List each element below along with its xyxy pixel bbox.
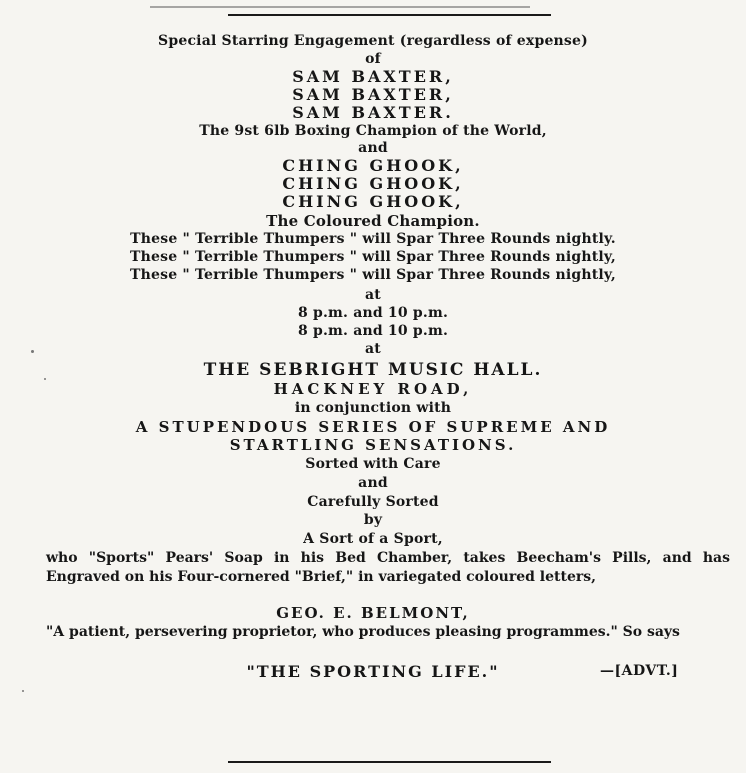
- carefully-sorted: Carefully Sorted: [307, 494, 439, 510]
- belmont-name: GEO. E. BELMONT,: [276, 604, 470, 622]
- sam-baxter-line-1: SAM BAXTER,: [292, 67, 454, 86]
- intro-line: Special Starring Engagement (regardless of expense): [158, 33, 588, 49]
- time-line-1: 8 p.m. and 10 p.m.: [297, 305, 449, 321]
- torn-top-edge: [150, 0, 530, 8]
- venue-road: HACKNEY ROAD,: [273, 380, 473, 398]
- ching-ghook-description: The Coloured Champion.: [266, 212, 480, 230]
- top-rule: [228, 14, 551, 16]
- print-speck: [31, 350, 34, 353]
- and-line-2: and: [358, 475, 388, 491]
- thumpers-line-3: These " Terrible Thumpers " will Spar Three Rounds nightly,: [130, 267, 616, 283]
- ching-ghook-line-1: CHING GHOOK,: [282, 156, 464, 175]
- sort-of-a-sport: A Sort of a Sport,: [303, 531, 443, 547]
- by-line: by: [363, 512, 383, 528]
- at-line-2: at: [365, 341, 381, 357]
- thumpers-line-2: These " Terrible Thumpers " will Spar Three Rounds nightly,: [130, 249, 616, 265]
- at-line-1: at: [365, 287, 381, 303]
- sporting-life-credit: "THE SPORTING LIFE.": [246, 662, 500, 681]
- series-line-1: A STUPENDOUS SERIES OF SUPREME AND: [135, 418, 611, 436]
- sam-baxter-line-2: SAM BAXTER,: [292, 85, 454, 104]
- sam-baxter-description: The 9st 6lb Boxing Champion of the World,: [199, 123, 547, 139]
- and-line-1: and: [358, 140, 388, 156]
- thumpers-line-1: These " Terrible Thumpers " will Spar Three Rounds nightly.: [130, 231, 616, 247]
- ching-ghook-line-3: CHING GHOOK,: [282, 192, 464, 211]
- ching-ghook-line-2: CHING GHOOK,: [282, 174, 464, 193]
- print-speck: [22, 690, 24, 692]
- print-speck: [44, 378, 46, 380]
- time-line-2: 8 p.m. and 10 p.m.: [297, 323, 449, 339]
- sam-baxter-line-3: SAM BAXTER.: [292, 103, 454, 122]
- venue-name: THE SEBRIGHT MUSIC HALL.: [203, 360, 543, 380]
- testimonial-paragraph: "A patient, persevering proprietor, who produces pleasing programmes." So says: [46, 624, 680, 640]
- advertisement-mark: —[ADVT.]: [600, 663, 679, 679]
- bottom-rule: [228, 761, 551, 763]
- of-line: of: [365, 51, 381, 67]
- sorted-with-care: Sorted with Care: [305, 456, 441, 472]
- conjunction-line: in conjunction with: [294, 400, 452, 416]
- series-line-2: STARTLING SENSATIONS.: [229, 436, 517, 454]
- pears-soap-paragraph: who "Sports" Pears' Soap in his Bed Chamber, takes Beecham's Pills, and has Engraved on his Four-cornered "Brief," in variegated coloured letters,: [46, 550, 730, 585]
